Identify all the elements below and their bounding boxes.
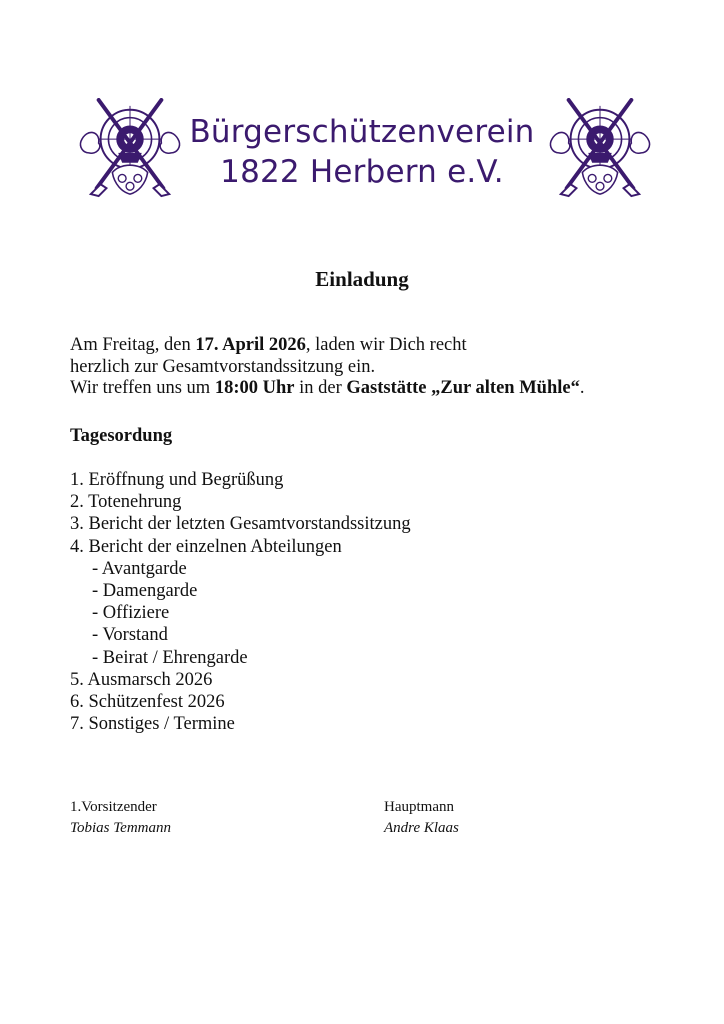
signature-role: Hauptmann — [384, 799, 454, 815]
agenda-subitem: - Avantgarde — [92, 558, 187, 579]
signature-name: Andre Klaas — [384, 820, 459, 836]
intro-line-1 — [70, 335, 670, 357]
agenda-item: 5. Ausmarsch 2026 — [70, 669, 213, 690]
signature-captain — [384, 797, 459, 839]
intro-text: in der — [294, 378, 347, 398]
agenda-item: 6. Schützenfest 2026 — [70, 692, 225, 713]
signature-role: 1.Vorsitzender — [70, 799, 157, 815]
intro-line-2: herzlich zur Gesamtvorstandssitzung ein. — [70, 356, 376, 377]
agenda-subitem: - Offiziere — [92, 603, 170, 624]
meeting-date: 17. April 2026 — [195, 335, 306, 355]
agenda-item: 3. Bericht der letzten Gesamtvorstandssitzung — [70, 514, 411, 535]
intro-text: , laden wir Dich recht — [305, 335, 467, 355]
agenda-item: 7. Sonstiges / Termine — [70, 714, 235, 735]
agenda-heading: Tagesordung — [70, 426, 173, 446]
signature-chairman — [70, 797, 171, 839]
document-title: Einladung — [315, 267, 409, 291]
letterhead — [0, 92, 724, 202]
agenda-subitem: - Damengarde — [92, 581, 198, 602]
invitation-text — [70, 335, 670, 400]
agenda-subitem: - Vorstand — [92, 625, 168, 646]
club-name-line-1: Bürgerschützenverein — [189, 114, 535, 150]
intro-text: Am Freitag, den — [70, 335, 196, 355]
club-crest-icon — [546, 98, 654, 198]
intro-text: . — [579, 378, 585, 398]
agenda-item: 1. Eröffnung und Begrüßung — [70, 470, 284, 490]
meeting-time: 18:00 Uhr — [214, 378, 295, 398]
agenda-item: 4. Bericht der einzelnen Abteilungen — [70, 536, 342, 557]
agenda-item: 2. Totenehrung — [70, 492, 182, 513]
intro-line-3 — [70, 378, 670, 400]
meeting-location: Gaststätte „Zur alten Mühle“ — [346, 378, 580, 398]
intro-text: Wir treffen uns um — [70, 378, 215, 398]
signature-name: Tobias Temmann — [70, 820, 172, 836]
club-name-line-2: 1822 Herbern e.V. — [220, 154, 504, 190]
agenda-subitem: - Beirat / Ehrengarde — [92, 647, 248, 668]
agenda-list — [70, 469, 411, 735]
